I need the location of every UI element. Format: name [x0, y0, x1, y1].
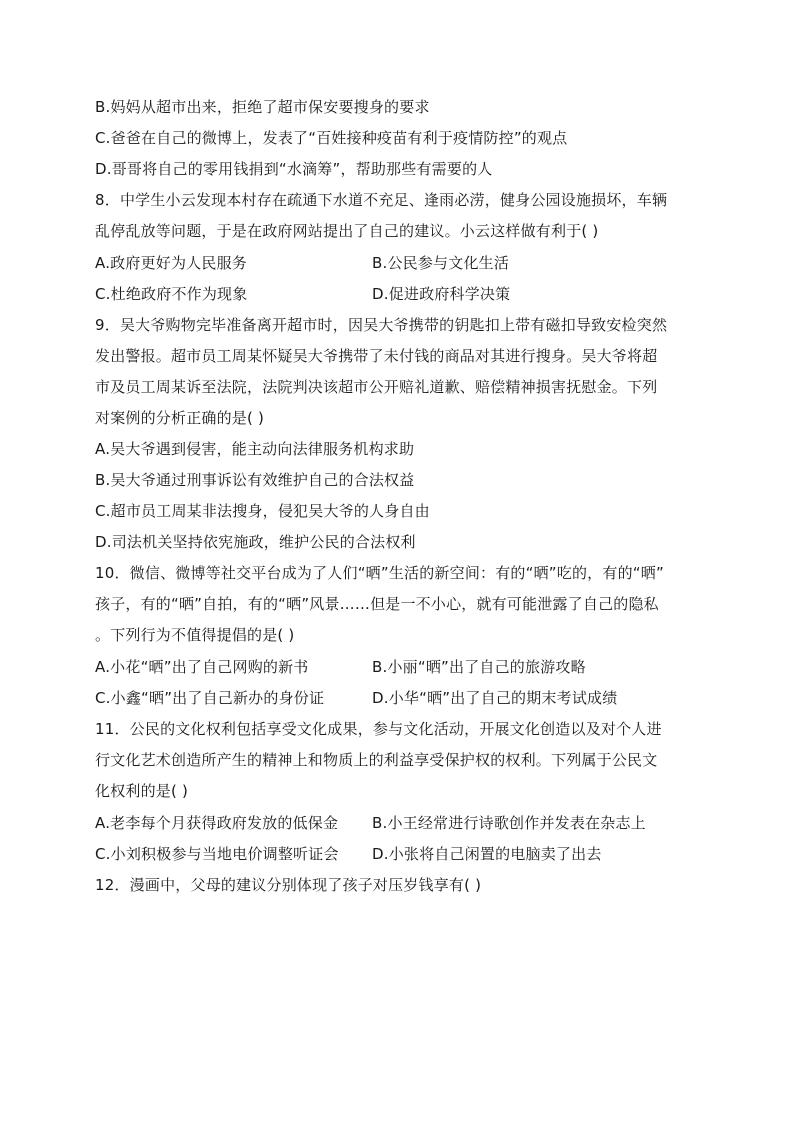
option-7b: B.妈妈从超市出来，拒绝了超市保安要搜身的要求 — [95, 98, 430, 116]
option-11a: A.老李每个月获得政府发放的低保金 — [95, 814, 339, 832]
option-7d: D.哥哥将自己的零用钱捐到“水滴筹”，帮助那些有需要的人 — [95, 160, 493, 178]
option-8d: D.促进政府科学决策 — [372, 285, 511, 303]
question-9-line-3: 市及员工周某诉至法院，法院判决该超市公开赔礼道歉、赔偿精神损害抚慰金。下列 — [95, 378, 658, 396]
option-11d: D.小张将自己闲置的电脑卖了出去 — [372, 845, 602, 863]
question-11-line-3: 化权利的是( ) — [95, 782, 189, 800]
question-8-line-2: 乱停乱放等问题，于是在政府网站提出了自己的建议。小云这样做有利于( ) — [95, 222, 599, 240]
question-10-line-1: 10．微信、微博等社交平台成为了人们“晒”生活的新空间：有的“晒”吃的，有的“晒” — [95, 564, 664, 582]
question-12-line-1: 12．漫画中，父母的建议分别体现了孩子对压岁钱享有( ) — [95, 876, 482, 894]
question-11-line-2: 行文化艺术创造所产生的精神上和物质上的利益享受保护权的权利。下列属于公民文 — [95, 751, 658, 769]
option-11c: C.小刘积极参与当地电价调整听证会 — [95, 845, 339, 863]
option-9b: B.吴大爷通过刑事诉讼有效维护自己的合法权益 — [95, 471, 415, 489]
option-7c: C.爸爸在自己的微博上，发表了“百姓接种疫苗有利于疫情防控”的观点 — [95, 129, 568, 147]
option-10a: A.小花“晒”出了自己网购的新书 — [95, 658, 309, 676]
option-8b: B.公民参与文化生活 — [372, 254, 510, 272]
option-8c: C.杜绝政府不作为现象 — [95, 285, 248, 303]
option-9d: D.司法机关坚持依宪施政，维护公民的合法权利 — [95, 533, 416, 551]
option-9c: C.超市员工周某非法搜身，侵犯吴大爷的人身自由 — [95, 502, 430, 520]
option-10c: C.小鑫“晒”出了自己新办的身份证 — [95, 689, 325, 707]
option-10b: B.小丽“晒”出了自己的旅游攻略 — [372, 658, 586, 676]
option-9a: A.吴大爷遇到侵害，能主动向法律服务机构求助 — [95, 440, 415, 458]
question-10-line-3: 。下列行为不值得提倡的是( ) — [95, 626, 295, 644]
question-9-line-4: 对案例的分析正确的是( ) — [95, 409, 265, 427]
option-10d: D.小华“晒”出了自己的期末考试成绩 — [372, 689, 618, 707]
question-10-line-2: 孩子，有的“晒”自拍，有的“晒”风景……但是一不小心，就有可能泄露了自己的隐私 — [95, 595, 659, 613]
question-8-line-1: 8．中学生小云发现本村存在疏通下水道不充足、逢雨必涝，健身公园设施损坏，车辆 — [95, 191, 668, 209]
option-11b: B.小王经常进行诗歌创作并发表在杂志上 — [372, 814, 646, 832]
question-9-line-2: 发出警报。超市员工周某怀疑吴大爷携带了未付钱的商品对其进行搜身。吴大爷将超 — [95, 347, 658, 365]
question-11-line-1: 11．公民的文化权利包括享受文化成果，参与文化活动，开展文化创造以及对个人进 — [95, 720, 662, 738]
option-8a: A.政府更好为人民服务 — [95, 254, 247, 272]
question-9-line-1: 9．吴大爷购物完毕准备离开超市时，因吴大爷携带的钥匙扣上带有磁扣导致安检突然 — [95, 316, 668, 334]
